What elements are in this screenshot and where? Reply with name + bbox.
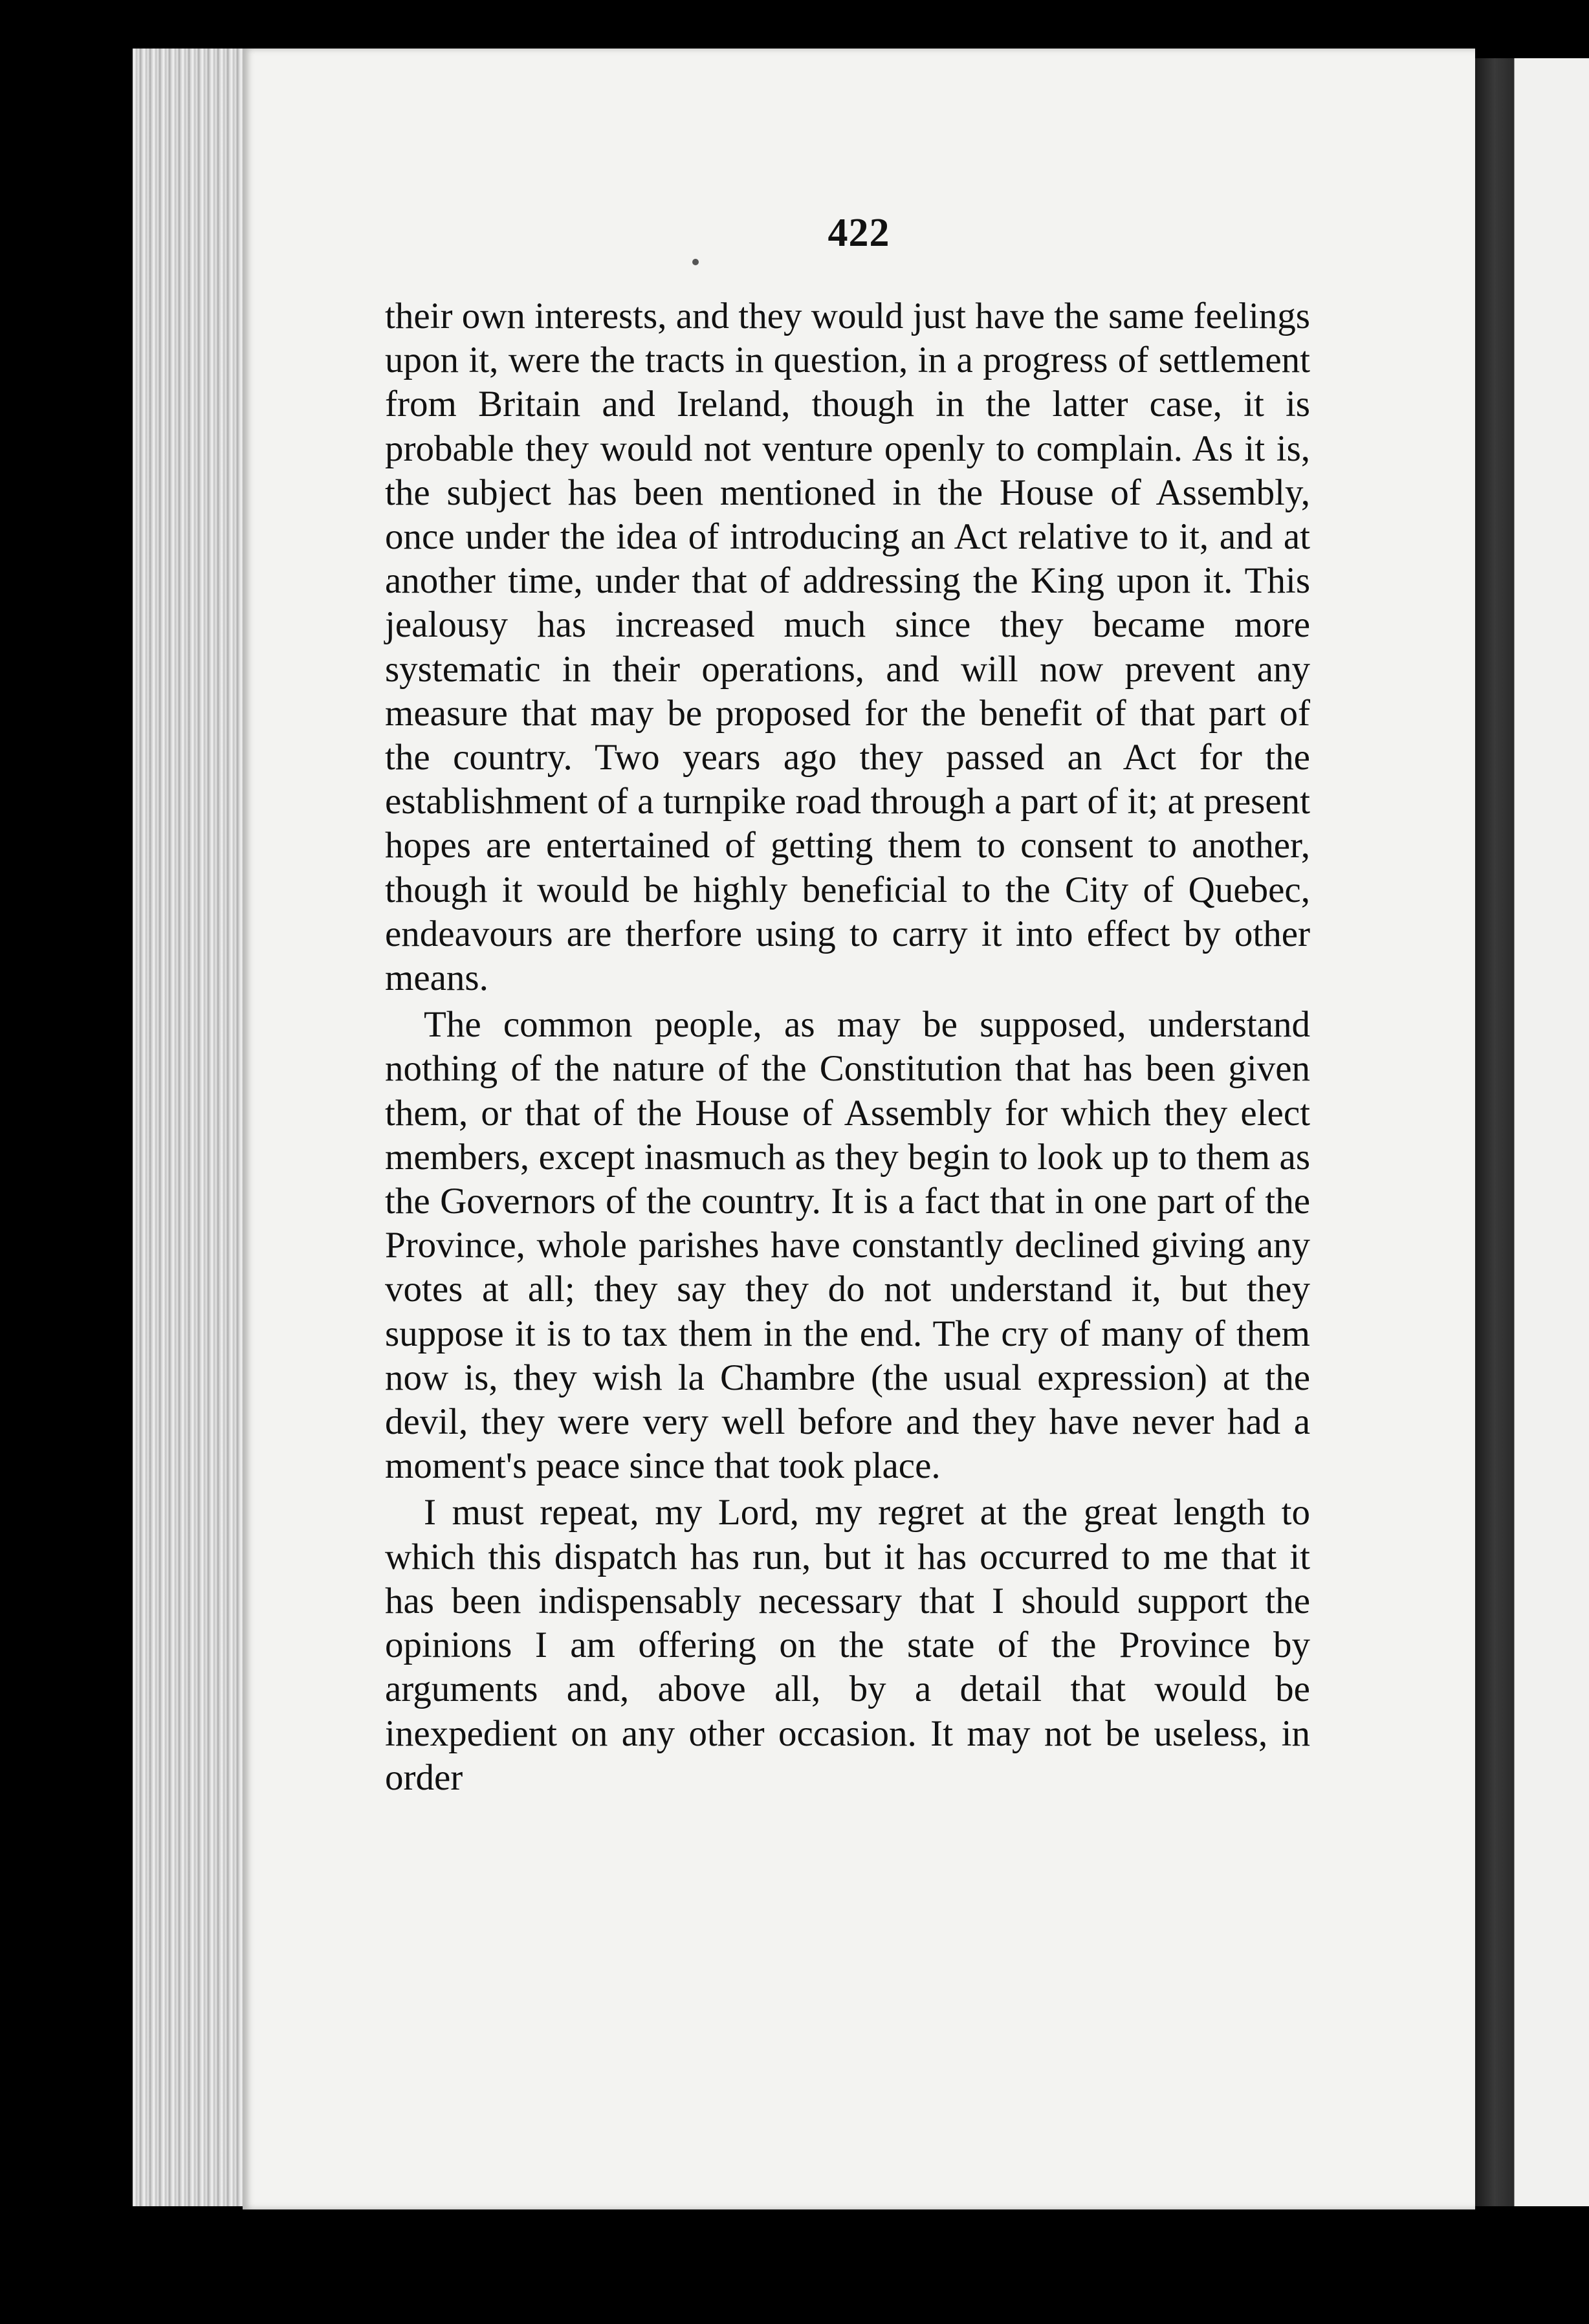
body-text <box>385 294 1310 1803</box>
facing-page-edge <box>1469 58 1589 2206</box>
page-number: 422 <box>827 211 890 255</box>
paragraph-1: their own interests, and they would just have the same feelings upon it, were the tracts in question, in a progress of settlement from Britain and Ireland, though in the latter case, it is probable they would not venture openly to complain. As it is, the subject has been mentioned in the House of Assembly, once under the idea of introducing an Act relative to it, and at another time, under that of addressing the King upon it. This jealousy has increased much since they became more systematic in their operations, and will now prevent any measure that may be proposed for the benefit of that part of the country. Two years ago they passed an Act for the establishment of a turnpike road through a part of it; at present hopes are entertained of getting them to consent to another, though it would be highly beneficial to the City of Quebec, endeavours are therfore using to carry it into effect by other means. <box>385 296 1310 999</box>
dust-speck <box>692 259 699 265</box>
paragraph-3: I must repeat, my Lord, my regret at the great length to which this dispatch has run, but it has occurred to me that it has been indispensably necessary that I should support the opinions I am offering on the state of the Province by arguments and, above all, by a detail that would be inexpedient on any other occasion. It may not be useless, in order <box>385 1492 1310 1798</box>
book-page <box>243 49 1475 2209</box>
book-page-edges <box>133 49 247 2206</box>
paragraph-2: The common people, as may be supposed, understand nothing of the nature of the Constitution that has been given them, or that of the House of Assembly for which they elect members, except inasmuch as they begin to look up to them as the Governors of the country. It is a fact that in one part of the Province, whole parishes have constantly declined giving any votes at all; they say they do not understand it, but they suppose it is to tax them in the end. The cry of many of them now is, they wish la Chambre (the usual expression) at the devil, they were very well before and they have never had a moment's peace since that took place. <box>385 1004 1310 1487</box>
